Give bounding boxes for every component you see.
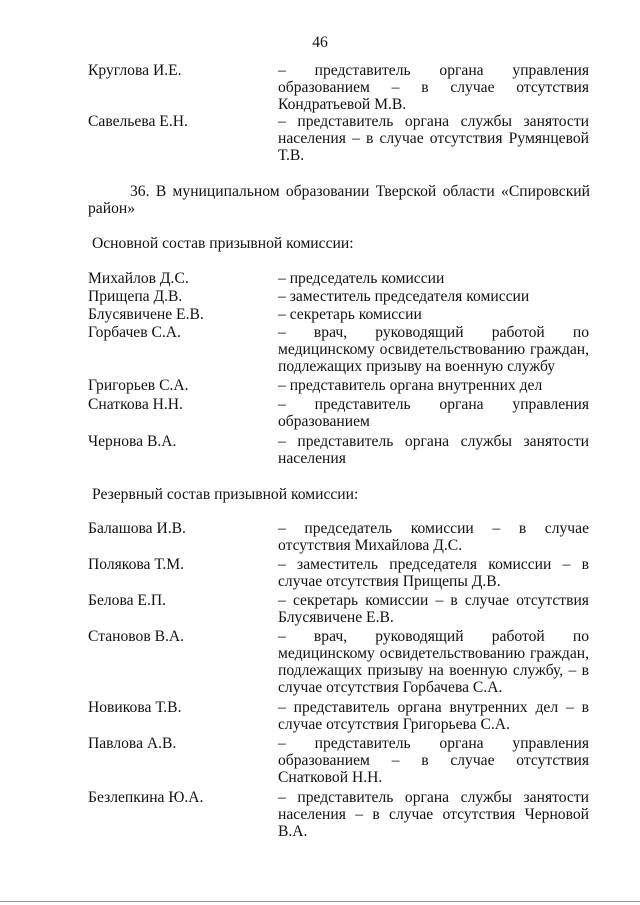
member-role: – заместитель председателя комиссии – в случае отсутствия Прищепы Д.В. (278, 556, 589, 590)
member-role: – представитель органа управления образованием (278, 396, 589, 430)
main-composition-heading: Основной состав призывной комиссии: (92, 235, 354, 252)
member-role: – представитель органа управления образованием – в случае отсутствия Кондратьевой М.В. (278, 62, 589, 113)
member-name: Становов В.А. (88, 628, 185, 645)
member-name: Прищепа Д.В. (88, 288, 183, 305)
member-role: – представитель органа службы занятости населения – в случае отсутствия Черновой В.А. (278, 789, 589, 840)
member-name: Балашова И.В. (88, 520, 186, 537)
scan-edge-line (0, 901, 640, 902)
member-role: – врач, руководящий работой по медицинскому освидетельствованию граждан, подлежащих призыву на военную службу, – в случае отсутствия Горбачева С.А. (278, 628, 589, 696)
member-name: Блусявичене Е.В. (88, 306, 204, 323)
member-name: Павлова А.В. (88, 735, 177, 752)
section-paragraph: 36. В муниципальном образовании Тверской области «Спировский район» (88, 183, 590, 217)
member-role: – секретарь комиссии (278, 306, 422, 323)
member-name: Новикова Т.В. (88, 699, 182, 716)
member-role: – председатель комиссии (278, 270, 445, 287)
member-role: – врач, руководящий работой по медицинскому освидетельствованию граждан, подлежащих призыву на военную службу (278, 324, 589, 375)
member-name: Чернова В.А. (88, 433, 177, 450)
member-role: – заместитель председателя комиссии (278, 288, 530, 305)
member-name: Снаткова Н.Н. (88, 396, 183, 413)
member-name: Белова Е.П. (88, 592, 167, 609)
member-role: – представитель органа службы занятости населения (278, 433, 589, 467)
member-name: Безлепкина Ю.А. (88, 789, 204, 806)
member-name: Круглова И.Е. (88, 62, 182, 79)
member-role: – представитель органа внутренних дел – в случае отсутствия Григорьева С.А. (278, 699, 589, 733)
member-name: Михайлов Д.С. (88, 270, 189, 287)
member-role: – председатель комиссии – в случае отсутствия Михайлова Д.С. (278, 520, 589, 554)
member-name: Горбачев С.А. (88, 324, 181, 341)
page-number: 46 (312, 34, 328, 51)
member-role: – представитель органа управления образованием – в случае отсутствия Снатковой Н.Н. (278, 735, 589, 786)
member-name: Савельева Е.Н. (88, 113, 188, 130)
member-role: – представитель органа внутренних дел (278, 377, 543, 394)
member-name: Полякова Т.М. (88, 556, 184, 573)
member-name: Григорьев С.А. (88, 377, 189, 394)
member-role: – представитель органа службы занятости населения – в случае отсутствия Румянцевой Т.В. (278, 113, 589, 164)
member-role: – секретарь комиссии – в случае отсутствия Блусявичене Е.В. (278, 592, 589, 626)
reserve-composition-heading: Резервный состав призывной комиссии: (92, 486, 359, 503)
